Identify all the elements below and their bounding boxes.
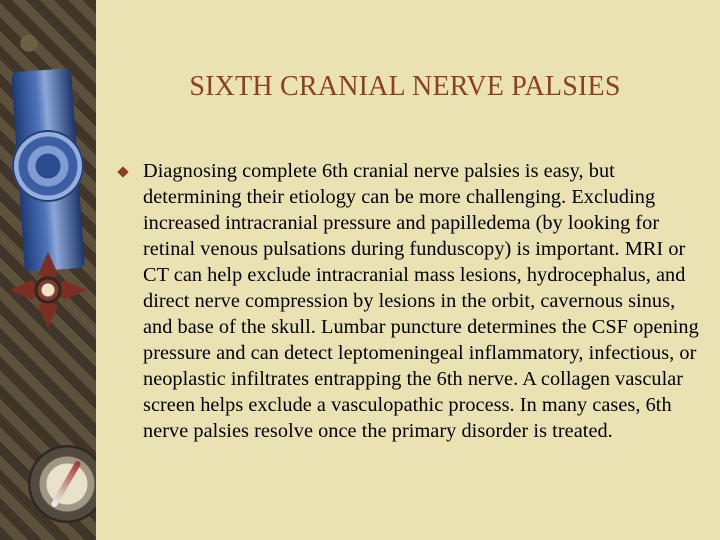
medal-image (0, 0, 96, 540)
bullet-list (117, 158, 702, 444)
bullet-text: Diagnosing complete 6th cranial nerve palsies is easy, but determining their etiology can be more challenging. Excluding increased intracranial pressure and papilledema (by looking for retinal venous pulsations during funduscopy) is important. MRI or CT can help exclude intracranial mass lesions, hydrocephalus, and direct nerve compression by lesions in the orbit, cavernous sinus, and base of the skull. Lumbar puncture determines the CSF opening pressure and can detect leptomeningeal inflammatory, infectious, or neoplastic infiltrates entrapping the 6th nerve. A collagen vascular screen helps exclude a vasculopathic process. In many cases, 6th nerve palsies resolve once the primary disorder is treated. (143, 160, 699, 442)
diamond-bullet-icon (117, 166, 128, 177)
bullet-item (117, 158, 702, 444)
rosette-icon (12, 130, 84, 202)
slide-title: SIXTH CRANIAL NERVE PALSIES (189, 71, 621, 102)
medal-center-icon (34, 276, 62, 304)
